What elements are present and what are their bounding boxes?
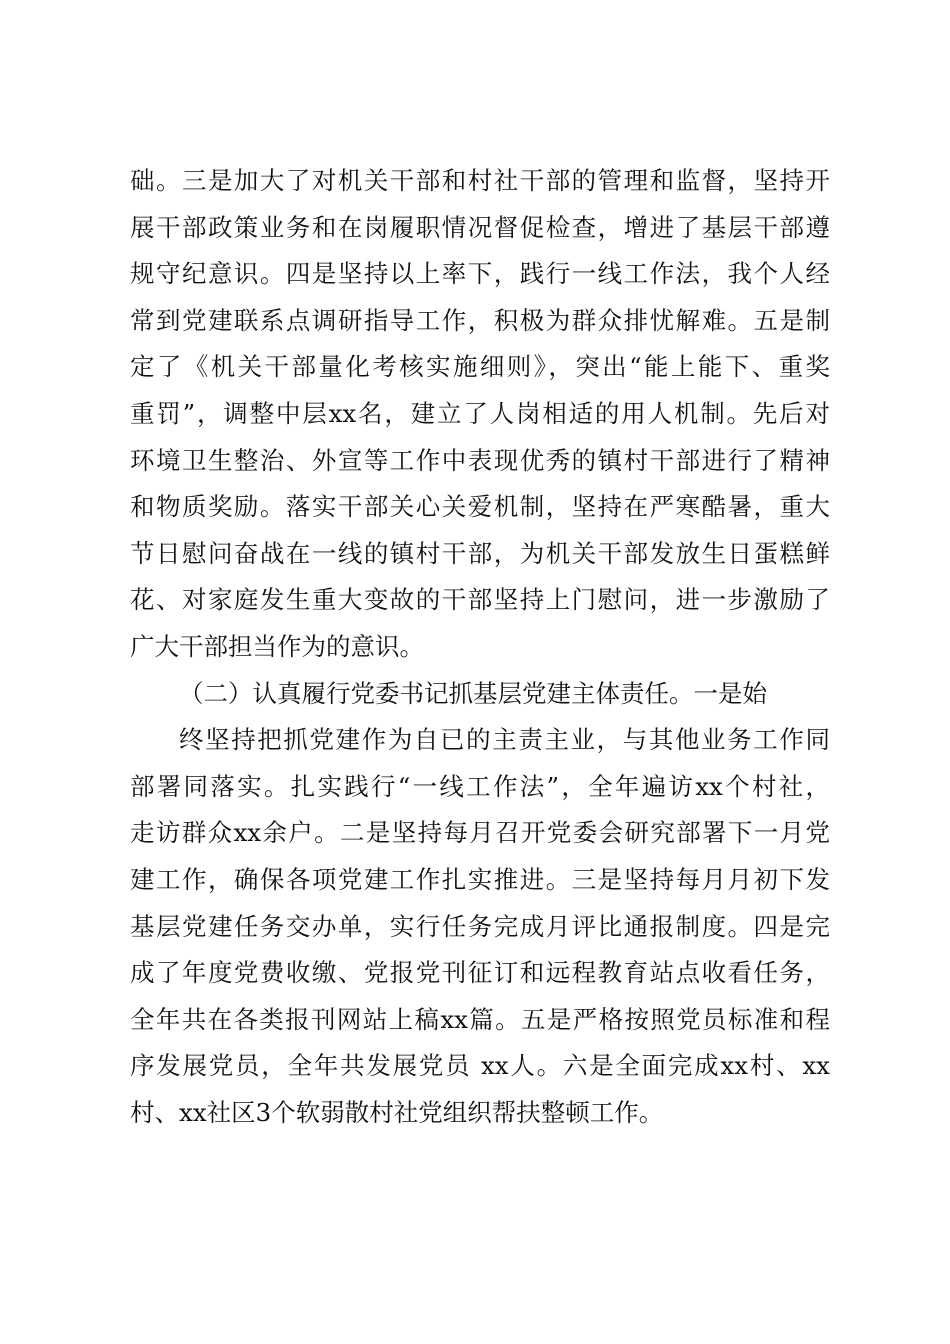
paragraph-2 (130, 717, 830, 1136)
paragraph-1 (130, 158, 830, 671)
document-body (130, 158, 830, 1136)
text-line: 序发展党员，全年共发展党员 xx人。六是全面完成xx村、xx (130, 1051, 830, 1081)
text-line: 常到党建联系点调研指导工作，积极为群众排忧解难。五是制 (130, 305, 830, 335)
text-line: 村、xx社区3个软弱散村社党组织帮扶整顿工作。 (130, 1097, 664, 1127)
text-line: 基层党建任务交办单，实行任务完成月评比通报制度。四是完 (130, 911, 830, 941)
text-line: 础。三是加大了对机关干部和村社干部的管理和监督，坚持开 (130, 166, 830, 195)
text-line: 走访群众xx余户。二是坚持每月召开党委会研究部署下一月党 (130, 818, 830, 848)
text-line: 和物质奖励。落实干部关心关爱机制，坚持在严寒酷暑，重大 (130, 492, 830, 522)
text-line: 重罚”，调整中层xx名，建立了人岗相适的用人机制。先后对 (130, 398, 830, 428)
text-line: 终坚持把抓党建作为自已的主责主业，与其他业务工作同 (179, 725, 830, 755)
section-heading: （二）认真履行党委书记抓基层党建主体责任。一是始 (179, 678, 767, 708)
text-line: 广大干部担当作为的意识。 (130, 631, 424, 661)
text-line: 环境卫生整治、外宣等工作中表现优秀的镇村干部进行了精神 (130, 445, 830, 475)
text-line: 建工作，确保各项党建工作扎实推进。三是坚持每月月初下发 (130, 864, 830, 894)
text-line: 展干部政策业务和在岗履职情况督促检查，增进了基层干部遵 (130, 212, 830, 242)
text-line: 全年共在各类报刊网站上稿xx篇。五是严格按照党员标准和程 (130, 1004, 830, 1034)
text-line: 规守纪意识。四是坚持以上率下，践行一线工作法，我个人经 (130, 259, 830, 289)
text-line: 花、对家庭发生重大变故的干部坚持上门慰问，进一步激励了 (130, 585, 830, 615)
text-line: 定了《机关干部量化考核实施细则》，突出“能上能下、重奖 (130, 352, 830, 382)
text-line: 节日慰问奋战在一线的镇村干部，为机关干部发放生日蛋糕鲜 (130, 538, 830, 568)
text-line: 成了年度党费收缴、党报党刊征订和远程教育站点收看任务， (130, 958, 830, 988)
text-line: 部署同落实。扎实践行“一线工作法”，全年遍访xx个村社， (130, 771, 830, 801)
